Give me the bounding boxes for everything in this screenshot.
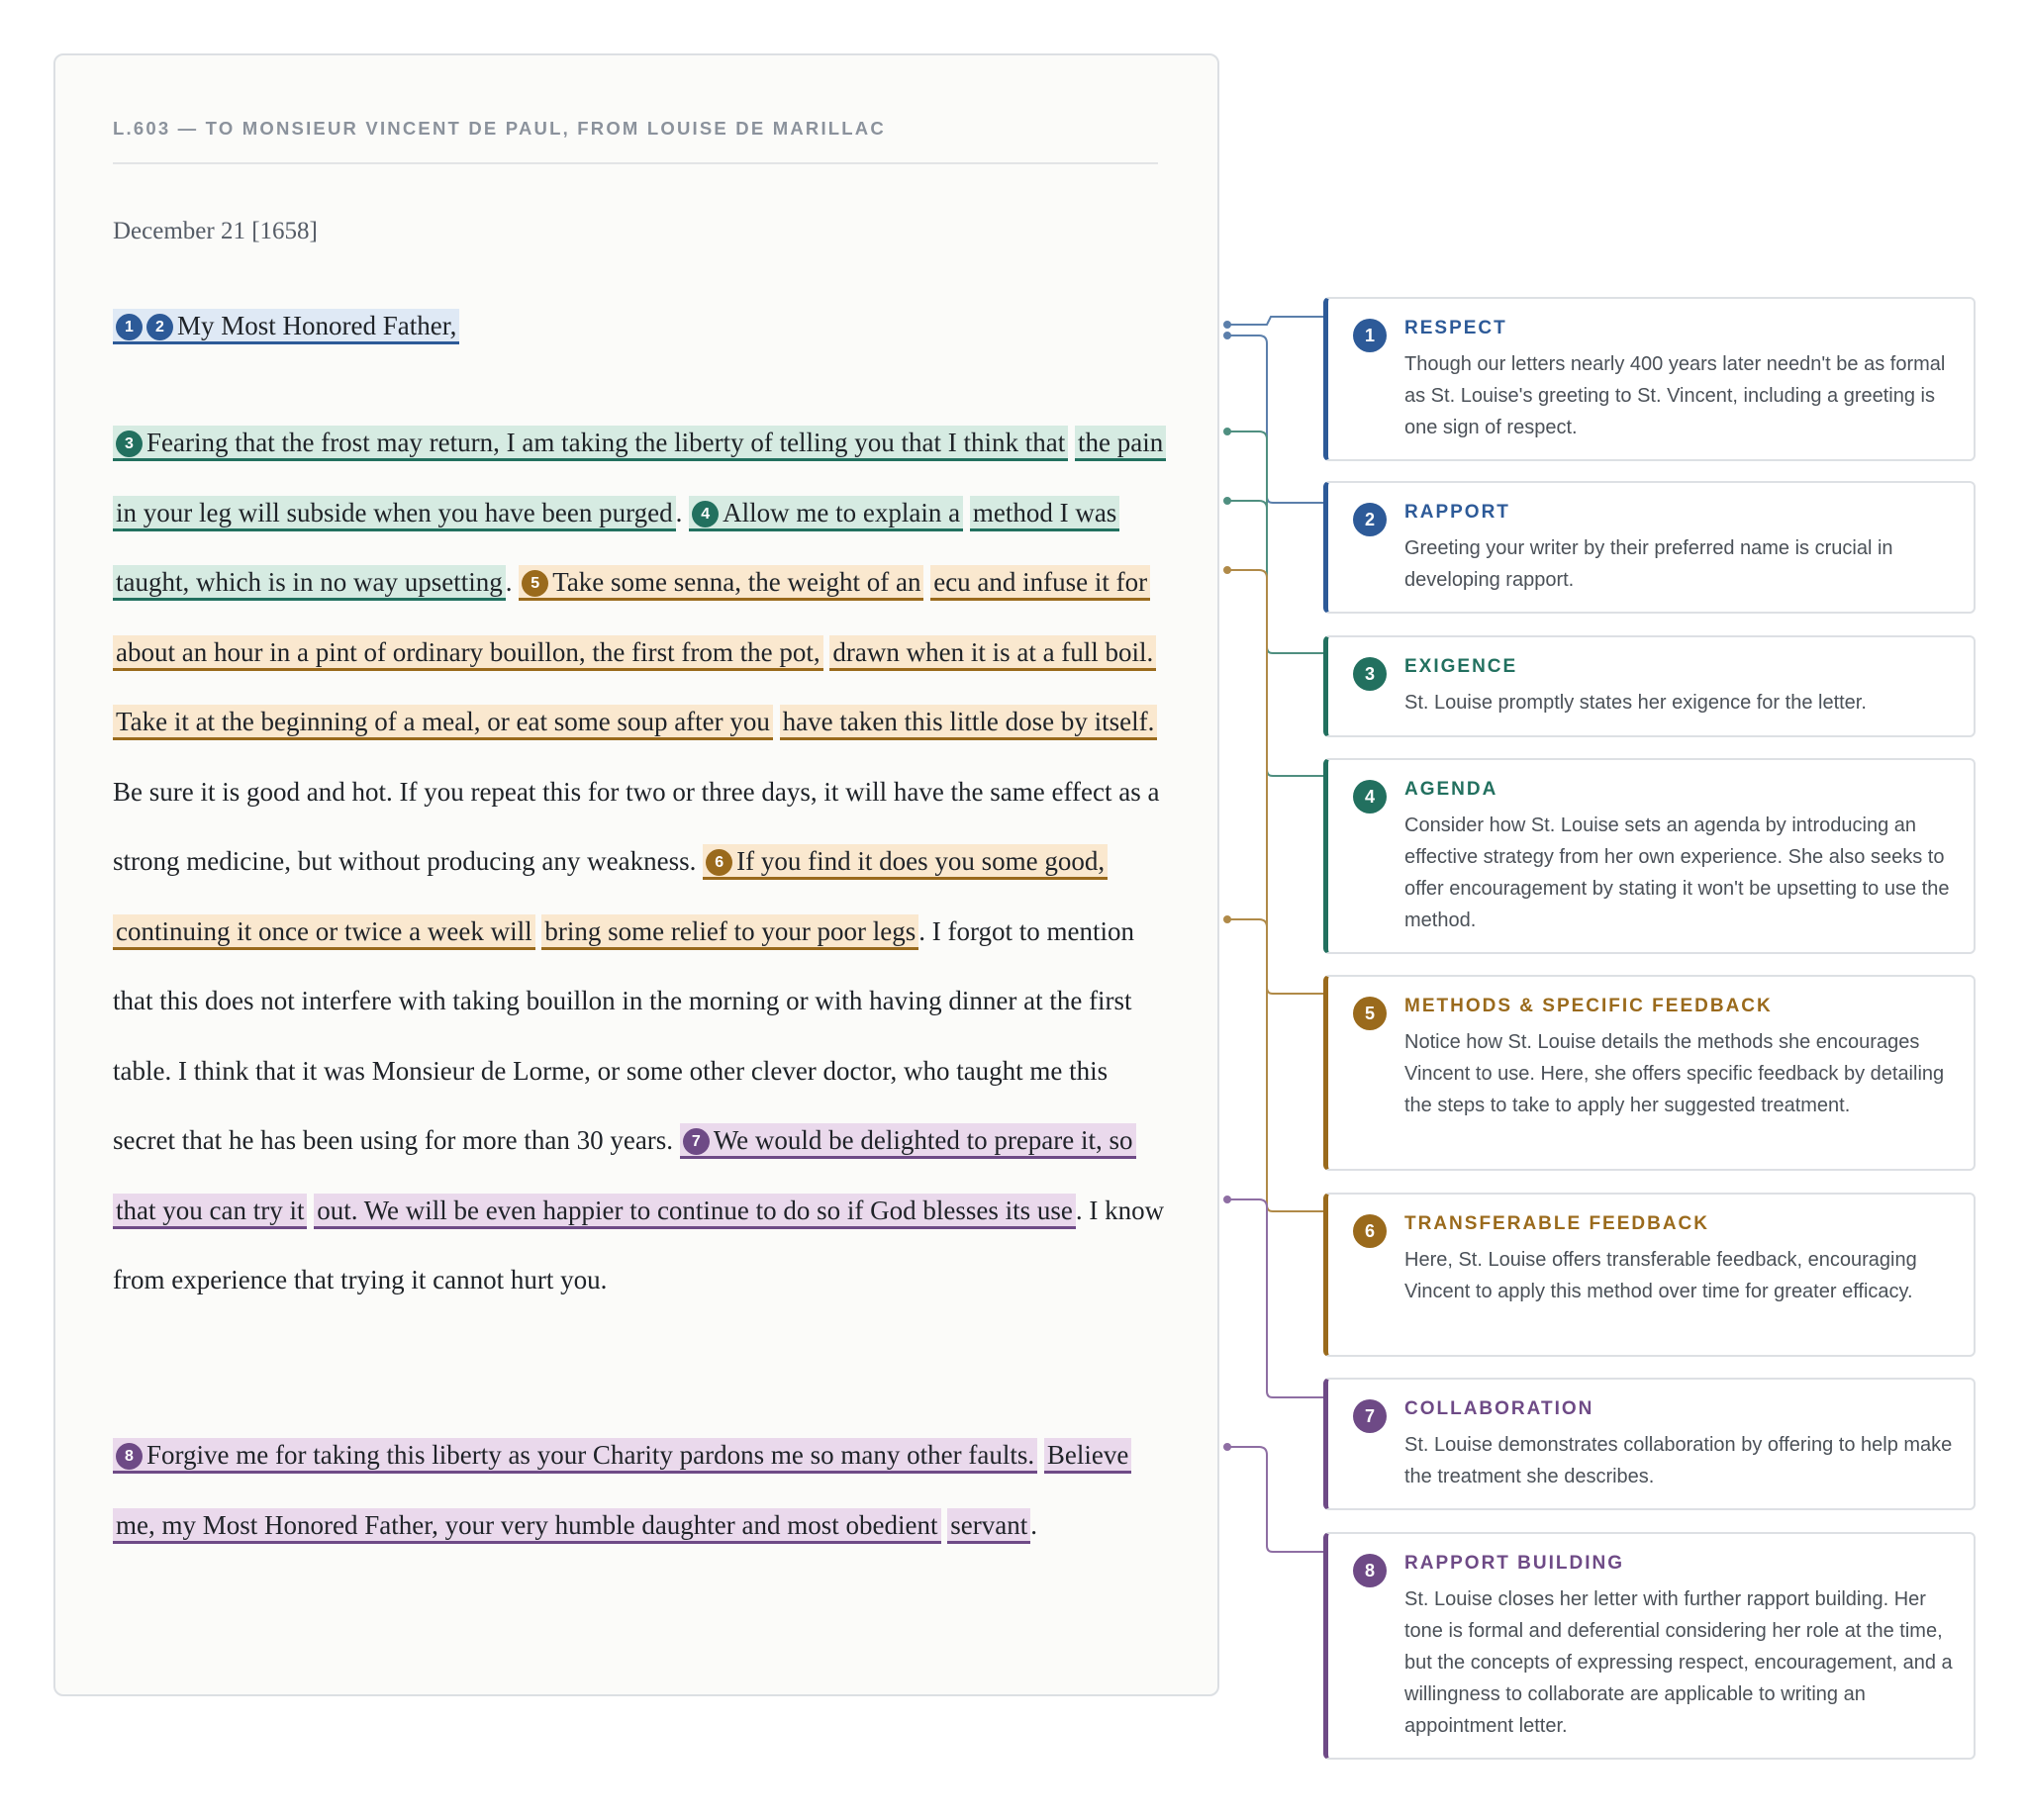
annotation-title: TRANSFERABLE FEEDBACK [1404, 1213, 1709, 1234]
highlight-text: have taken this little dose by itself. [782, 707, 1155, 736]
body-text: . I know from experience that trying it cannot hurt you. [113, 1195, 1165, 1294]
annotation-number: 1 [1353, 319, 1387, 352]
highlight-text: ecu and infuse it for about an hour in a pint of ordinary bouillon, the first from the pot, [116, 567, 1148, 667]
connector-dot [1223, 1443, 1231, 1451]
annotation-text: Consider how St. Louise sets an agenda by introducing an effective strategy from her own experience. She also seeks to offer encouragement by stating it won't be upsetting to use the method. [1404, 814, 1950, 931]
annotation-card-respect[interactable] [1323, 297, 1976, 461]
connector-5 [1227, 570, 1323, 994]
punctuation: . [1030, 1509, 1037, 1540]
greeting-text: My Most Honored Father, [177, 311, 457, 340]
annotation-card-rapport-building[interactable] [1323, 1532, 1976, 1760]
annotation-text: Greeting your writer by their preferred name is crucial in developing rapport. [1404, 537, 1893, 591]
connector-dot [1223, 428, 1231, 435]
annotation-number: 7 [1353, 1399, 1387, 1433]
connector-3 [1227, 431, 1323, 653]
marker-1[interactable]: 1 [116, 314, 143, 340]
annotation-title: AGENDA [1404, 779, 1498, 800]
annotation-number: 8 [1353, 1554, 1387, 1587]
annotation-text: St. Louise closes her letter with further rapport building. Her tone is formal and deferential considering her role at the time, but the concepts of expressing respect, encouragement, and a willingness to collaborate are applicable to writing an appointment letter. [1404, 1588, 1953, 1737]
annotation-card-exigence[interactable] [1323, 635, 1976, 737]
marker-2[interactable]: 2 [146, 314, 173, 340]
connector-8 [1227, 1447, 1323, 1552]
highlight-text: Allow me to explain a [723, 497, 961, 527]
body-text: . I forgot to mention that this does not interfere with taking bouillon in the morning or with having dinner at the first table. I think that it was Monsieur de Lorme, or some other clever doctor, who taught me this secret that he has been using for more than 30 years. [113, 915, 1135, 1155]
connector-dot [1223, 915, 1231, 923]
annotation-text: Notice how St. Louise details the methods she encourages Vincent to use. Here, she offers specific feedback by detailing the steps to take to apply her suggested treatment. [1404, 1031, 1945, 1116]
annotation-text: St. Louise demonstrates collaboration by offering to help make the treatment she describes. [1404, 1434, 1953, 1487]
letter-reference: L.603 — TO MONSIEUR VINCENT DE PAUL, FROM LOUISE DE MARILLAC [113, 118, 886, 139]
annotation-number: 3 [1353, 657, 1387, 691]
connector-dot [1223, 332, 1231, 339]
annotation-text: Here, St. Louise offers transferable feedback, encouraging Vincent to apply this method over time for greater efficacy. [1404, 1249, 1917, 1302]
connector-6 [1227, 919, 1323, 1211]
annotation-text: Though our letters nearly 400 years later needn't be as formal as St. Louise's greeting to St. Vincent, including a greeting is one sign of respect. [1404, 353, 1946, 438]
annotation-number: 4 [1353, 780, 1387, 814]
connector-dot [1223, 1196, 1231, 1203]
highlight-text: the pain in your leg will subside when you have been purged [116, 428, 1164, 527]
annotation-card-transferable[interactable] [1323, 1193, 1976, 1357]
connector-dot [1223, 497, 1231, 505]
highlight-text: Take some senna, the weight of an [552, 567, 921, 597]
highlight-text: Believe me, my Most Honored Father, your very humble daughter and most obedient [116, 1440, 1129, 1540]
annotation-number: 2 [1353, 503, 1387, 536]
annotation-title: RAPPORT [1404, 502, 1510, 523]
highlight-text: servant [950, 1509, 1028, 1540]
marker-5[interactable]: 5 [522, 570, 548, 597]
marker-6[interactable]: 6 [706, 849, 732, 876]
annotation-card-rapport[interactable] [1323, 481, 1976, 614]
letter-date: December 21 [1658] [113, 218, 318, 244]
annotation-title: RESPECT [1404, 318, 1507, 338]
annotation-title: RAPPORT BUILDING [1404, 1553, 1624, 1574]
connector-1 [1227, 317, 1323, 325]
connector-7 [1227, 1199, 1323, 1397]
annotation-number: 5 [1353, 997, 1387, 1030]
highlight-text: method I was taught, which is in no way upsetting [116, 497, 1117, 597]
marker-3[interactable]: 3 [116, 431, 143, 457]
annotation-title: EXIGENCE [1404, 656, 1518, 677]
marker-8[interactable]: 8 [116, 1443, 143, 1470]
marker-4[interactable]: 4 [692, 501, 719, 527]
highlight-text: bring some relief to your poor legs [544, 915, 917, 946]
highlight-text: Forgive me for taking this liberty as your Charity pardons me so many other faults. [146, 1440, 1035, 1470]
annotation-title: METHODS & SPECIFIC FEEDBACK [1404, 996, 1773, 1016]
body-text: Be sure it is good and hot. If you repeat this for two or three days, it will have the same effect as a strong medicine, but without producing any weakness. [113, 776, 1160, 876]
annotation-text: St. Louise promptly states her exigence for the letter. [1404, 692, 1867, 714]
highlight-text: out. We will be even happier to continue to do so if God blesses its use [317, 1195, 1073, 1225]
connector-dot [1223, 321, 1231, 329]
connector-dot [1223, 566, 1231, 574]
annotation-card-methods[interactable] [1323, 975, 1976, 1171]
connector-4 [1227, 501, 1323, 776]
annotation-title: COLLABORATION [1404, 1398, 1594, 1419]
connector-2 [1227, 335, 1323, 503]
punctuation: . [675, 497, 683, 527]
highlight-text: drawn when it is at a full boil. Take it at the beginning of a meal, or eat some soup after you [116, 636, 1154, 736]
punctuation: . [505, 567, 513, 597]
highlight-text: If you find it does you some good, continuing it once or twice a week will [116, 846, 1106, 946]
annotation-card-agenda[interactable] [1323, 758, 1976, 954]
annotation-card-collaboration[interactable] [1323, 1378, 1976, 1510]
marker-7[interactable]: 7 [683, 1128, 710, 1155]
highlight-text: We would be delighted to prepare it, so that you can try it [116, 1125, 1133, 1225]
annotation-number: 6 [1353, 1214, 1387, 1248]
highlight-text: Fearing that the frost may return, I am taking the liberty of telling you that I think that [146, 428, 1066, 457]
